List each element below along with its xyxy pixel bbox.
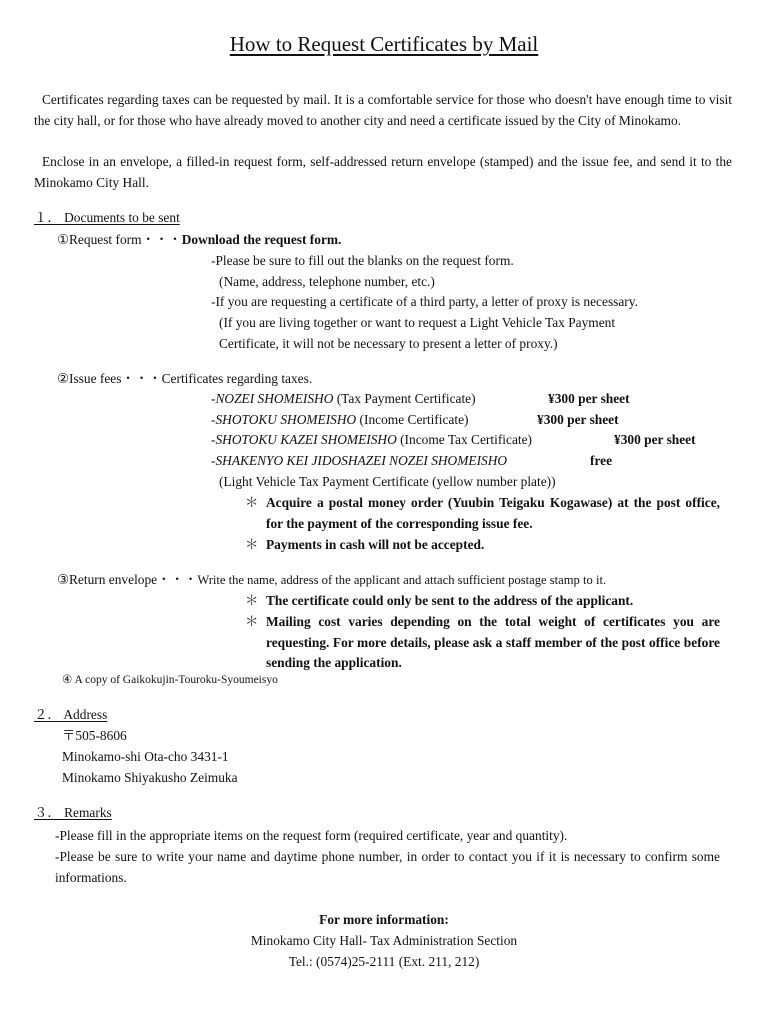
fee-certificate-english: (Tax Payment Certificate)	[333, 391, 476, 406]
download-request-form-link[interactable]: Download the request form.	[181, 232, 342, 247]
remark-item-2: -Please be sure to write your name and daytime phone number, in order to contact you if it is necessary to confirm some informations.	[55, 849, 720, 885]
intro-paragraph-1: Certificates regarding taxes can be requested by mail. It is a comfortable service for those who doesn't have enough time to visit the city hall, or for those who have already moved to another city and need a certificate issued by the City of Minokamo.	[34, 92, 732, 128]
issue-fees-item	[57, 369, 312, 389]
fee-prefix: -	[211, 412, 216, 427]
fee-amount: ¥300 per sheet	[537, 412, 619, 427]
note-no-cash: Payments in cash will not be accepted.	[266, 537, 485, 552]
note-asterisk: ＊	[245, 537, 259, 552]
note-mailing-cost: Mailing cost varies depending on the total weight of certificates you are requesting. For more details, please ask a staff member of the post office before sending the application.	[266, 614, 720, 671]
remark-item-1: -Please fill in the appropriate items on the request form (required certificate, year and quantity).	[55, 828, 568, 843]
light-vehicle-note: (Light Vehicle Tax Payment Certificate (yellow number plate))	[219, 474, 556, 489]
fee-prefix: -	[211, 432, 216, 447]
address-line-1: Minokamo-shi Ota-cho 3431-1	[62, 749, 229, 764]
request-form-note-1: -Please be sure to fill out the blanks on the request form.	[211, 253, 514, 268]
request-form-note-1-detail: (Name, address, telephone number, etc.)	[219, 274, 435, 289]
section-heading-remarks: ３． Remarks	[34, 805, 112, 820]
request-form-item	[57, 230, 341, 250]
note-applicant-address: The certificate could only be sent to the address of the applicant.	[266, 593, 634, 608]
request-form-label: ①Request form・・・	[57, 232, 182, 247]
return-envelope-item	[57, 570, 606, 590]
footer-heading: For more information:	[319, 912, 449, 927]
fee-certificate-name: SHOTOKU KAZEI SHOMEISHO	[215, 432, 397, 447]
fee-amount: ¥300 per sheet	[548, 391, 630, 406]
footer-phone: Tel.: (0574)25-2111 (Ext. 211, 212)	[288, 954, 480, 969]
return-envelope-label: ③Return envelope・・・	[57, 572, 198, 587]
section-heading-documents: １． Documents to be sent	[34, 210, 180, 225]
section-heading-address: ２． Address	[34, 707, 108, 722]
fee-amount: ¥300 per sheet	[614, 432, 696, 447]
fee-row	[211, 389, 476, 409]
return-envelope-desc: Write the name, address of the applicant and attach sufficient postage stamp to it.	[197, 573, 607, 587]
footer-office: Minokamo City Hall- Tax Administration Section	[250, 933, 518, 948]
copy-item: ④ A copy of Gaikokujin-Touroku-Syoumeisyo	[62, 674, 278, 686]
issue-fees-label: ②Issue fees・・・	[57, 371, 162, 386]
address-line-2: Minokamo Shiyakusho Zeimuka	[62, 770, 238, 785]
fee-certificate-name: SHOTOKU SHOMEISHO	[215, 412, 357, 427]
fee-certificate-english: (Income Certificate)	[356, 412, 469, 427]
request-form-note-2-detail-2: Certificate, it will not be necessary to present a letter of proxy.)	[219, 336, 558, 351]
fee-certificate-name: NOZEI SHOMEISHO	[215, 391, 334, 406]
request-form-note-2-detail-1: (If you are living together or want to request a Light Vehicle Tax Payment	[219, 315, 616, 330]
note-money-order: Acquire a postal money order (Yuubin Teigaku Kogawase) at the post office, for the payment of the corresponding issue fee.	[266, 495, 720, 531]
issue-fees-desc: Certificates regarding taxes.	[161, 371, 313, 386]
note-asterisk: ＊	[245, 614, 259, 629]
fee-certificate-name: SHAKENYO KEI JIDOSHAZEI NOZEI SHOMEISHO	[215, 453, 508, 468]
note-asterisk: ＊	[245, 593, 259, 608]
fee-row	[211, 451, 507, 471]
fee-row	[211, 430, 532, 450]
fee-amount: free	[590, 453, 613, 468]
page-title: How to Request Certificates by Mail	[229, 32, 539, 56]
fee-certificate-english: (Income Tax Certificate)	[396, 432, 533, 447]
request-form-note-2: -If you are requesting a certificate of a third party, a letter of proxy is necessary.	[211, 294, 638, 309]
fee-row	[211, 410, 468, 430]
note-asterisk: ＊	[245, 495, 259, 510]
intro-paragraph-2: Enclose in an envelope, a filled-in request form, self-addressed return envelope (stamped) and the issue fee, and send it to the Minokamo City Hall.	[34, 154, 732, 190]
address-postal-code: 〒505-8606	[62, 728, 127, 743]
fee-prefix: -	[211, 453, 216, 468]
fee-prefix: -	[211, 391, 216, 406]
